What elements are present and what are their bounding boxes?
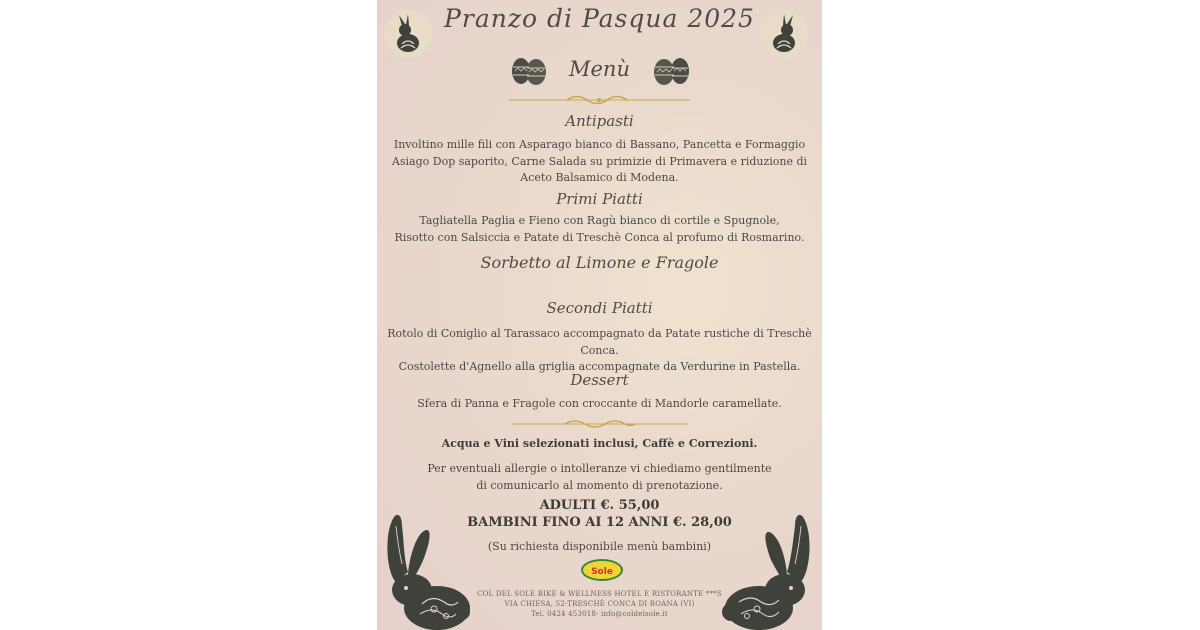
kids-menu-note: (Su richiesta disponibile menù bambini) xyxy=(487,540,712,553)
footer-line: COL DEL SOLE BIKE & WELLNESS HOTEL E RISTORANTE ***S xyxy=(477,590,722,598)
dessert-line: Sfera di Panna e Fragole con croccante di Mandorle caramellate. xyxy=(417,397,782,410)
antipasti-line: Involtino mille fili con Asparago bianco di Bassano, Pancetta e Formaggio xyxy=(393,138,806,151)
secondi-line: Rotolo di Coniglio al Tarassaco accompagnato da Patate rustiche di Treschè Conca. xyxy=(387,327,812,357)
primi-line: Tagliatella Paglia e Fieno con Ragù bianco di cortile e Spugnole, xyxy=(419,214,780,227)
sorbetto-title: Sorbetto al Limone e Fragole xyxy=(480,253,719,272)
dessert-title: Dessert xyxy=(570,371,629,389)
easter-eggs-icon-right xyxy=(653,55,691,87)
antipasti-line: Asiago Dop saporito, Carne Salada su primizie di Primavera e riduzione di xyxy=(391,154,808,168)
secondi-title: Secondi Piatti xyxy=(546,299,653,317)
col-del-sole-logo: Sole xyxy=(581,559,623,581)
secondi-description xyxy=(377,326,822,376)
primi-description xyxy=(377,213,822,246)
menu-label: Menù xyxy=(569,57,630,81)
bunny-silhouette-left-icon xyxy=(382,512,472,630)
secondi-line: Costolette d'Agnello alla griglia accompagnate da Verdurine in Pastella. xyxy=(398,360,801,373)
footer-line: VIA CHIESA, 52-TRESCHÈ CONCA DI ROANA (VI) xyxy=(504,600,695,608)
allergy-note xyxy=(377,461,822,494)
allergy-line: Per eventuali allergie o intolleranze vi chiediamo gentilmente xyxy=(427,462,772,475)
included-note: Acqua e Vini selezionati inclusi, Caffè e Correzioni. xyxy=(441,437,758,450)
bunny-silhouette-right-icon xyxy=(717,512,817,630)
dessert-description xyxy=(377,396,822,413)
footer-line: Tel. 0424 453018- info@coldelsole.it xyxy=(531,610,668,618)
antipasti-description xyxy=(377,137,822,187)
antipasti-title: Antipasti xyxy=(565,112,634,130)
adult-price: ADULTI €. 55,00 xyxy=(539,498,660,513)
primi-line: Risotto con Salsiccia e Patate di Treschè Conca al profumo di Rosmarino. xyxy=(394,230,805,244)
primi-title: Primi Piatti xyxy=(556,190,643,208)
ornament-divider-top xyxy=(507,93,692,107)
ornament-divider-bottom xyxy=(510,418,690,430)
allergy-line: di comunicarlo al momento di prenotazione. xyxy=(476,478,723,492)
child-price: BAMBINI FINO AI 12 ANNI €. 28,00 xyxy=(467,515,732,530)
antipasti-line: Aceto Balsamico di Modena. xyxy=(520,171,679,184)
menu-title: Pranzo di Pasqua 2025 xyxy=(444,4,755,33)
menu-poster xyxy=(377,0,822,630)
